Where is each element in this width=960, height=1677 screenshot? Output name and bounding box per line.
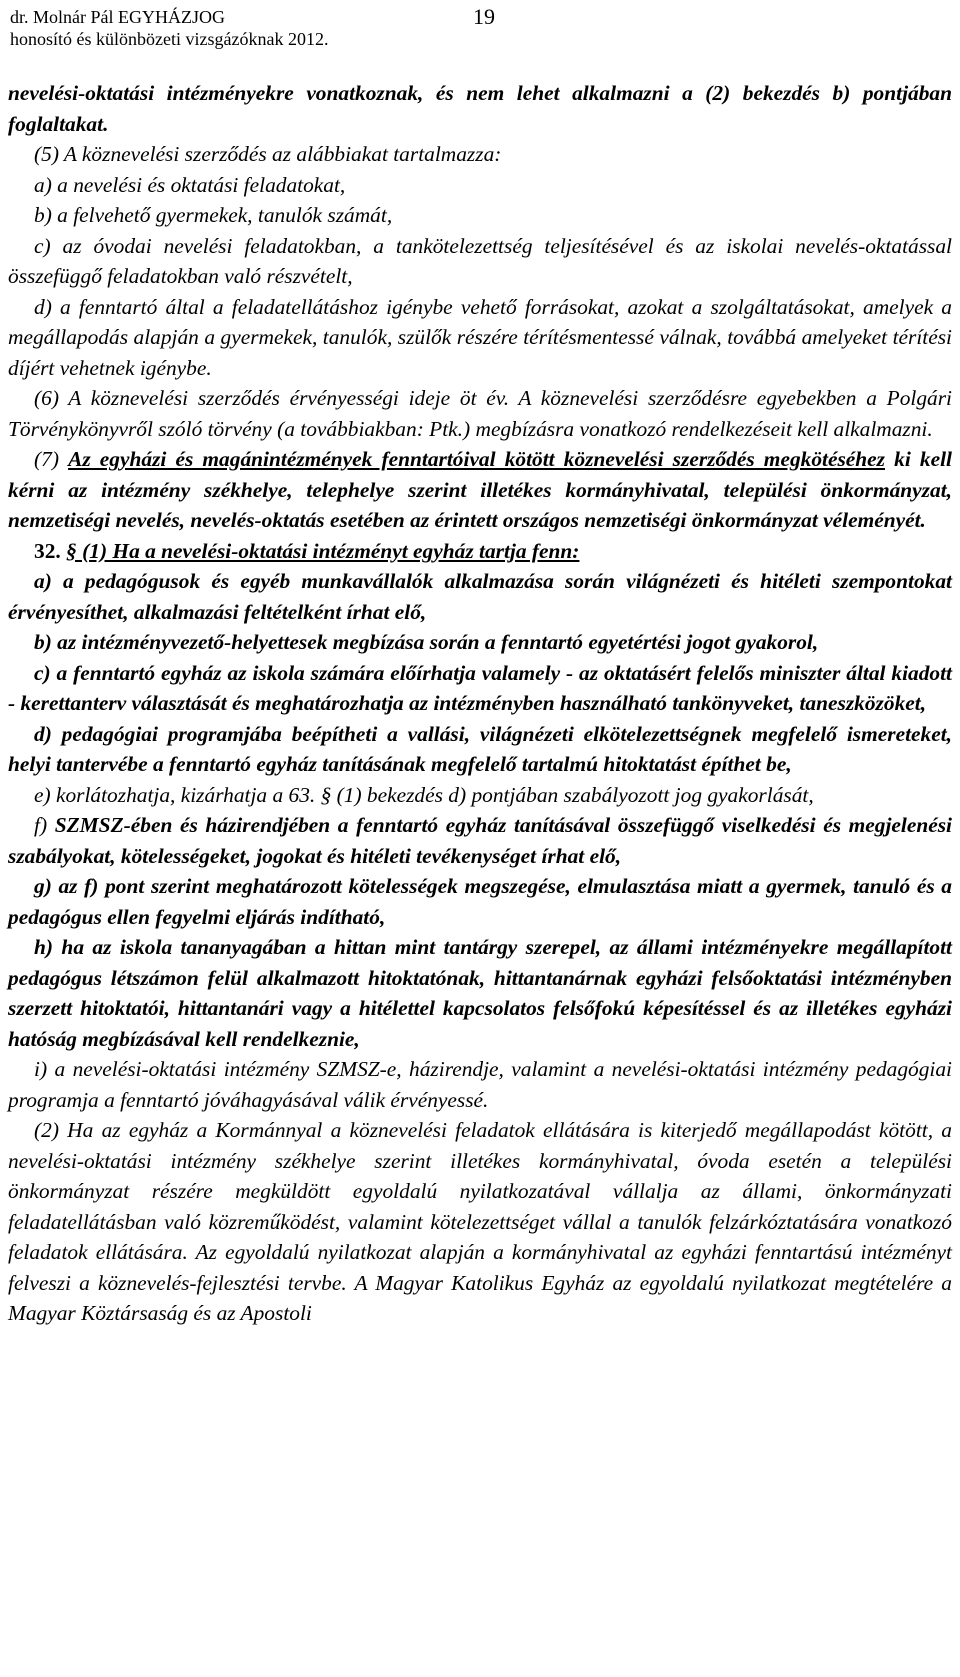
paragraph-7 [8,444,952,536]
paragraph-7-number: (7) [34,447,69,471]
item-b: b) a felvehető gyermekek, tanulók számát, [34,203,393,227]
page-header [10,6,328,50]
section-32-item-f [8,810,952,871]
paragraph-5: (5) A köznevelési szerződés az alábbiakat tartalmazza: [34,142,502,166]
paragraph-continuation: nevelési-oktatási intézményekre vonatkoznak, és nem lehet alkalmazni a (2) bekezdés b) pontjában foglaltakat. [8,81,952,136]
section-32-item-c: c) a fenntartó egyház az iskola számára előírhatja valamely - az oktatásért felelős miniszter által kiadott - kerettanterv választását és meghatározhatja az intézményben használható tankönyveket, taneszközöket, [8,660,952,715]
item-c: c) az óvodai nevelési feladatokban, a tankötelezettség teljesítésével és az iskolai nevelés-oktatással összefüggő feladatokban való részvételt, [8,233,952,288]
document-body [8,78,952,1329]
header-author: dr. Molnár Pál EGYHÁZJOG [10,7,225,27]
item-f-text: SZMSZ-ében és házirendjében a fenntartó egyház tanításával összefüggő viselkedési és megjelenési szabályokat, kötelességeket, jogokat és hitéleti tevékenységet írhat elő, [8,813,952,868]
section-32-paragraph-2: (2) Ha az egyház a Kormánnyal a köznevelési feladatok ellátására is kiterjedő megállapodást kötött, a nevelési-oktatási intézmény székhelye szerint illetékes kormányhivatal, óvoda esetén a települési önkormányzat részére megküldött egyoldalú nyilatkozatával vállalja az állami, önkormányzati feladatellátásban való közreműködést, valamint kötelezettséget vállal a tanulók felzárkóztatására vonatkozó feladatok ellátására. Az egyoldalú nyilatkozat alapján a kormányhivatal az egyházi fenntartású intézményt felveszi a köznevelés-fejlesztési tervbe. A Magyar Katolikus Egyház az egyoldalú nyilatkozat megtételére a Magyar Köztársaság és az Apostoli [8,1118,952,1325]
paragraph-7-underlined: Az egyházi és magánintézmények fenntartóival kötött köznevelési szerződés megkötéséhez [68,447,885,471]
paragraph-6: (6) A köznevelési szerződés érvényességi ideje öt év. A köznevelési szerződésre egyebekben a Polgári Törvénykönyvről szóló törvény (a továbbiakban: Ptk.) megbízásra vonatkozó rendelkezéseit kell alkalmazni. [8,386,952,441]
item-f-label: f) [34,813,55,837]
section-32-item-a: a) a pedagógusok és egyéb munkavállalók alkalmazása során világnézeti és hitéleti szempontokat érvényesíthet, alkalmazási feltételként írhat elő, [8,569,952,624]
header-subtitle: honosító és különbözeti vizsgázóknak 2012. [10,29,329,49]
section-32-heading [8,536,952,567]
section-32-item-d: d) pedagógiai programjába beépítheti a vallási, világnézeti elkötelezettségnek megfelelő ismereteket, helyi tantervébe a fenntartó egyház tanításának megfelelő tartalmú hitoktatást építhet be, [8,721,952,776]
paragraph-7-text: ki kell kérni az intézmény székhelye, telephelye szerint illetékes kormányhivatal, települési önkormányzat, nemzetiségi nevelés, nevelés-oktatás esetében az érintett országos nemzetiségi önkormányzat véleményét. [8,447,952,532]
item-d: d) a fenntartó által a feladatellátáshoz igénybe vehető forrásokat, azokat a szolgáltatásokat, amelyek a megállapodás alapján a gyermekek, tanulók, szülők részére térítésmentessé válnak, továbbá amelyeket térítési díjért vehetnek igénybe. [8,294,952,380]
section-32-item-h: h) ha az iskola tananyagában a hittan mint tantárgy szerepel, az állami intézményekre megállapított pedagógus létszámon felül alkalmazott hitoktatónak, hittantanárnak egyházi felsőoktatási intézményben szerzett hitoktatói, hittantanári vagy a hitélettel kapcsolatos felsőfokú képesítéssel és az illetékes egyházi hatóság megbízásával kell rendelkeznie, [8,935,952,1051]
page-number: 19 [473,4,495,29]
section-heading-underlined: § (1) Ha a nevelési-oktatási intézményt egyház tartja fenn: [66,538,580,563]
section-32-item-b: b) az intézményvezető-helyettesek megbízása során a fenntartó egyetértési jogot gyakorol, [34,630,819,654]
section-number: 32. [34,538,67,563]
section-32-item-e: e) korlátozhatja, kizárhatja a 63. § (1) bekezdés d) pontjában szabályozott jog gyakorlását, [34,782,814,807]
section-32-item-g: g) az f) pont szerint meghatározott kötelességek megszegése, elmulasztása miatt a gyermek, tanuló és a pedagógus ellen fegyelmi eljárás indítható, [8,874,952,929]
item-a: a) a nevelési és oktatási feladatokat, [34,172,346,197]
section-32-item-i: i) a nevelési-oktatási intézmény SZMSZ-e, házirendje, valamint a nevelési-oktatási intézmény pedagógiai programja a fenntartó jóváhagyásával válik érvényessé. [8,1057,952,1112]
